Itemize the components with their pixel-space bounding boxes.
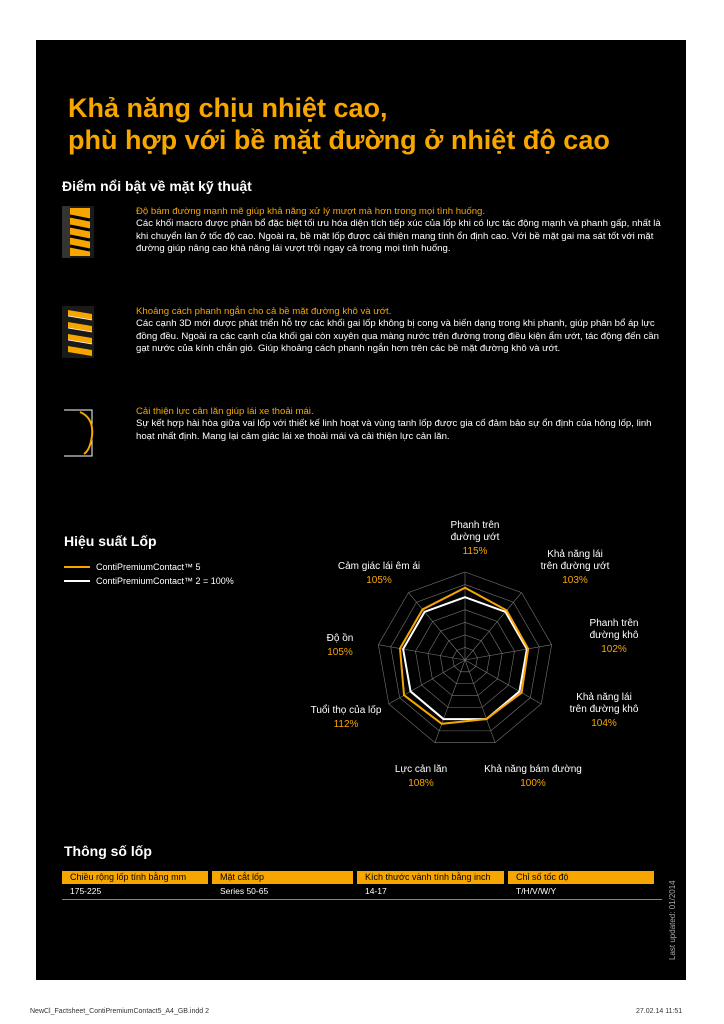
radar-axis-label: Khả năng lái bbox=[547, 549, 603, 560]
specs-column-header: Mặt cắt lốp bbox=[212, 871, 353, 884]
radar-axis-label: trên đường khô bbox=[569, 704, 639, 715]
radar-value-label: 115% bbox=[462, 546, 488, 557]
radar-value-label: 108% bbox=[408, 778, 434, 789]
title-line-1: Khả năng chịu nhiệt cao, bbox=[68, 93, 388, 123]
specs-column-header: Chiều rộng lốp tính bằng mm bbox=[62, 871, 208, 884]
specs-column-header: Kích thước vành tính bằng inch bbox=[357, 871, 504, 884]
specs-cell: 175-225 bbox=[70, 886, 102, 896]
radar-spoke bbox=[378, 645, 465, 660]
performance-heading: Hiệu suất Lốp bbox=[64, 533, 157, 549]
radar-value-label: 105% bbox=[366, 575, 392, 586]
radar-value-label: 103% bbox=[562, 575, 588, 586]
legend-label: ContiPremiumContact™ 5 bbox=[96, 562, 201, 572]
specs-cell: Series 50-65 bbox=[220, 886, 269, 896]
radar-axis-label: đường khô bbox=[589, 630, 639, 641]
radar-value-label: 102% bbox=[601, 644, 627, 655]
specs-table bbox=[62, 871, 662, 900]
radar-axis-label: Tuổi thọ của lốp bbox=[310, 705, 382, 716]
specs-cell: T/H/V/W/Y bbox=[516, 886, 557, 896]
radar-spoke bbox=[465, 645, 552, 660]
radar-series-line bbox=[400, 588, 528, 724]
radar-value-label: 100% bbox=[520, 778, 546, 789]
radar-spoke bbox=[465, 660, 541, 704]
specs-header-row bbox=[62, 871, 662, 884]
feature-body: Các khối macro được phân bổ đặc biệt tối ưu hóa diện tích tiếp xúc của lốp khi có lực tác động mạnh và phanh gấp, nhất là khi chuyển làn ở tốc độ cao. Ngoài ra, bề mặt lốp được cải thiện mang tính ổn định cao. Với bề mặt gai ma sát tốt với mặt đường giúp nâng cao khả năng lái vượt trội ngay cả trong mọi tình huống. bbox=[136, 218, 661, 254]
radar-value-label: 112% bbox=[333, 719, 359, 730]
radar-axis-label: Lực cản lăn bbox=[394, 764, 448, 775]
specs-column-header: Chỉ số tốc độ bbox=[508, 871, 654, 884]
radar-axis-label: Khả năng bám đường bbox=[484, 764, 582, 775]
radar-series bbox=[400, 588, 528, 724]
radar-axis-label: trên đường ướt bbox=[540, 561, 610, 572]
legend-label: ContiPremiumContact™ 2 = 100% bbox=[96, 576, 234, 586]
print-slug: NewCl_Factsheet_ContiPremiumContact5_A4_GB.indd 2 bbox=[30, 1008, 209, 1015]
radar-spoke bbox=[389, 660, 465, 704]
feature-body: Sự kết hợp hài hòa giữa vai lốp với thiết kế linh hoạt và vùng tanh lốp được gia cố đảm bảo sự ổn định của hông lốp, linh hoạt nhất định. Mang lại cảm giác lái xe thoải mái và cải thiện lực cản lăn. bbox=[136, 418, 652, 442]
radar-axis-label: Cảm giác lái êm ái bbox=[337, 561, 421, 572]
feature-title: Độ bám đường mạnh mẽ giúp khả năng xử lý mượt mà hơn trong mọi tình huống. bbox=[136, 206, 486, 217]
table-row bbox=[62, 884, 662, 900]
feature-body: Các cạnh 3D mới được phát triển hỗ trợ các khối gai lốp không bị cong và biến dạng trong khi phanh, giúp phân bổ áp lực đồng đều. Ngoài ra các cạnh của khối gai còn xuyên qua màng nước trên đường trong điều kiện ẩm ướt, tác động đến cần gạt nước của kính chắn gió. Giúp khoảng cách phanh ngắn hơn trên các bề mặt đường khô và ướt. bbox=[136, 318, 659, 354]
radar-axis-label: Khả năng lái bbox=[576, 692, 632, 703]
feature-title: Cải thiện lực cản lăn giúp lái xe thoải mái. bbox=[136, 406, 314, 417]
radar-axis-label: Độ ồn bbox=[326, 633, 354, 644]
radar-spoke bbox=[465, 660, 495, 743]
specs-cell: 14-17 bbox=[365, 886, 387, 896]
radar-axis-label: Phanh trên bbox=[589, 618, 639, 629]
radar-axis-label: Phanh trên bbox=[450, 520, 500, 531]
radar-value-label: 105% bbox=[327, 647, 353, 658]
radar-spoke bbox=[435, 660, 465, 743]
title-line-2: phù hợp với bề mặt đường ở nhiệt độ cao bbox=[68, 125, 610, 155]
print-timestamp: 27.02.14 11:51 bbox=[636, 1008, 683, 1015]
feature-title: Khoảng cách phanh ngắn cho cả bề mặt đường khô và ướt. bbox=[136, 306, 392, 317]
radar-value-label: 104% bbox=[591, 718, 617, 729]
specs-heading: Thông số lốp bbox=[64, 843, 152, 859]
last-updated-note: Last updated: 01/2014 bbox=[668, 880, 677, 960]
highlights-heading: Điểm nổi bật về mặt kỹ thuật bbox=[62, 178, 252, 194]
radar-labels bbox=[311, 520, 639, 789]
radar-axis-label: đường ướt bbox=[450, 532, 500, 543]
